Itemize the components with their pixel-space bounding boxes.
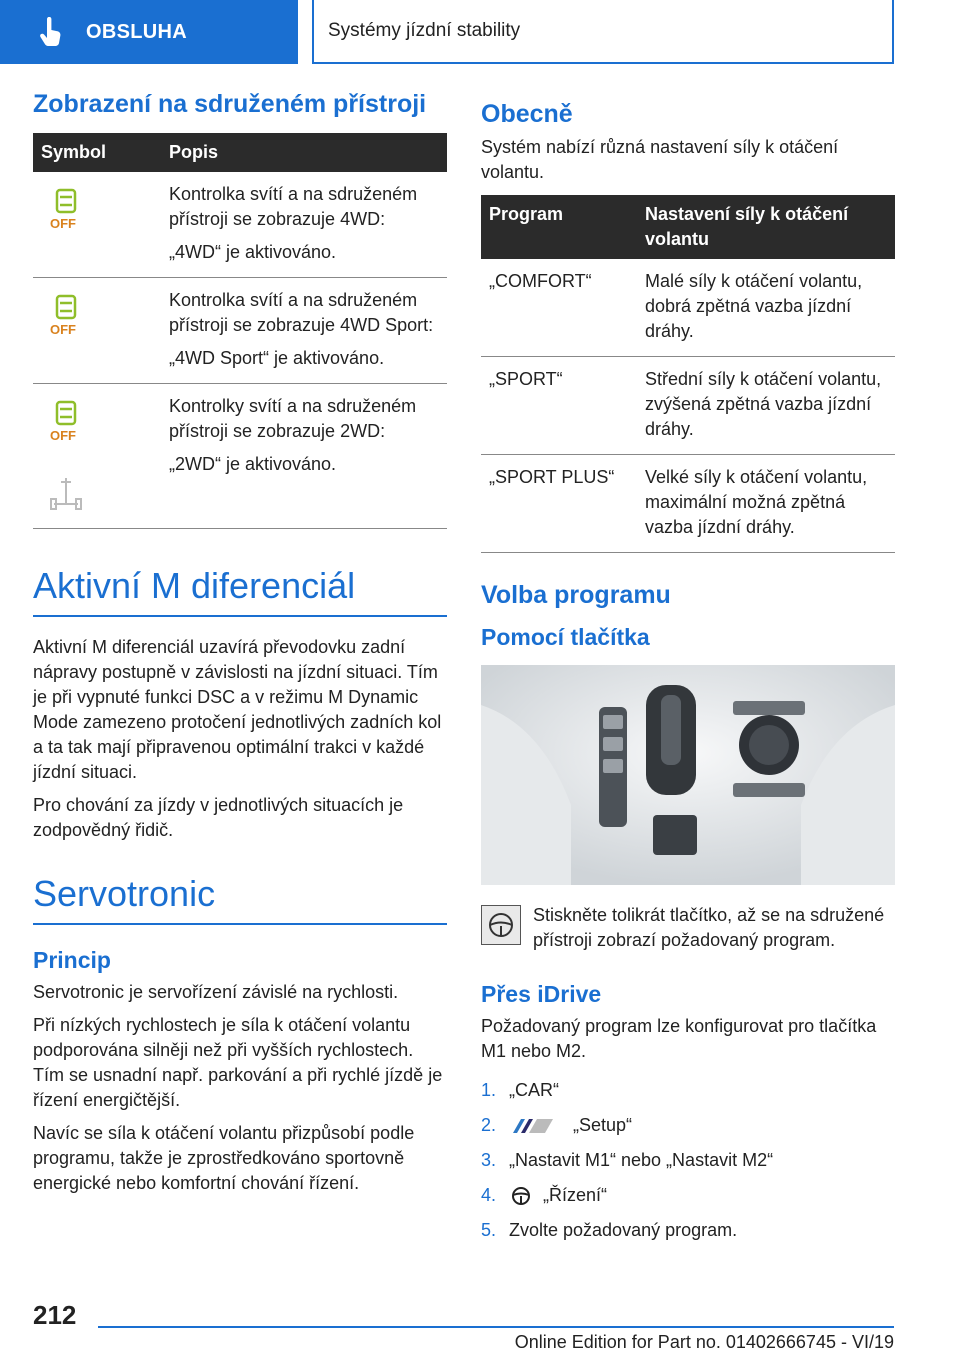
4wd-off-icon — [49, 188, 83, 230]
setting-cell: Střední síly k otáčení volantu, zvýšená zpětná vazba jízdní dráhy. — [637, 357, 895, 455]
princip-paragraph-3: Navíc se síla k otáčení volantu přizpůsobí podle programu, takže je zprostředkováno sportovně energické nebo komfortní chování řízení. — [33, 1123, 415, 1193]
table-row — [33, 384, 447, 529]
diff-title: Aktivní M diferenciál — [33, 565, 447, 617]
symbol-header: Symbol — [33, 133, 161, 172]
section-tab[interactable] — [0, 0, 298, 64]
note-text: Stiskněte tolikrát tlačítko, až se na sdružené přístroji zobrazí požadovaný program. — [533, 905, 885, 950]
status-text: „2WD“ je aktivováno. — [169, 454, 337, 474]
4wd-off-icon — [49, 294, 83, 336]
princip-paragraph-1: Servotronic je servořízení závislé na rychlosti. — [33, 982, 399, 1002]
program-header: Program — [481, 195, 637, 259]
program-table — [481, 195, 895, 553]
steering-mode-button-icon — [481, 905, 521, 945]
edition-footer — [98, 1326, 894, 1353]
program-cell: „SPORT PLUS“ — [481, 455, 637, 553]
chapter-title-text: Systémy jízdní stability — [328, 20, 521, 41]
center-console-photo — [481, 665, 895, 885]
left-column — [33, 90, 447, 1204]
description-cell — [161, 172, 447, 278]
setting-cell: Malé síly k otáčení volantu, dobrá zpětná vazba jízdní dráhy. — [637, 259, 895, 357]
setting-header: Nastavení síly k otáčení volantu — [637, 195, 895, 259]
symbol-cell — [33, 278, 161, 384]
2wd-drivetrain-icon — [49, 472, 83, 512]
step-number: 3. — [481, 1150, 497, 1170]
diff-paragraph-1: Aktivní M diferenciál uzavírá převodovku zadní nápravy postupně v závislosti na jízdní situaci. Tím je při vypnuté funkci DSC a v režimu M Dynamic Mode zamezeno protočení jednotlivých zadních kol a ta tak mají připravenou optimální trakci v každé jízdní situaci. — [33, 637, 442, 782]
list-item — [481, 1113, 895, 1138]
table-row — [33, 278, 447, 384]
chapter-title — [312, 0, 894, 64]
svg-text:OFF: OFF — [50, 322, 76, 336]
description-text: Kontrolka svítí a na sdruženém přístroji se zobrazuje 4WD: — [169, 184, 418, 229]
step-number: 4. — [481, 1185, 497, 1205]
description-cell — [161, 384, 447, 529]
status-text: „4WD Sport“ je aktivováno. — [169, 348, 385, 368]
list-item — [481, 1078, 895, 1103]
symbol-cell — [33, 172, 161, 278]
princip-paragraph-2: Při nízkých rychlostech je síla k otáčení volantu podporována silněji než při vyšších rychlostech. Tím se usnadní např. parkování a při rychlé jízdě je řízení energičtější. — [33, 1015, 443, 1110]
hand-pointer-icon — [38, 17, 64, 47]
idrive-paragraph: Požadovaný program lze konfigurovat pro tlačítka M1 nebo M2. — [481, 1016, 877, 1061]
diff-paragraph-2: Pro chování za jízdy v jednotlivých situacích je zodpovědný řidič. — [33, 795, 404, 840]
description-header: Popis — [161, 133, 447, 172]
list-item — [481, 1218, 895, 1243]
symbol-cell — [33, 384, 161, 529]
step-number: 5. — [481, 1220, 497, 1240]
idrive-title: Přes iDrive — [481, 981, 602, 1007]
table-row — [481, 357, 895, 455]
status-text: „4WD“ je aktivováno. — [169, 242, 337, 262]
m-setup-icon — [509, 1117, 557, 1135]
obecne-title: Obecně — [481, 100, 573, 128]
table-row — [481, 259, 895, 357]
list-item — [481, 1148, 895, 1173]
step-text: „CAR“ — [509, 1080, 559, 1100]
steering-wheel-icon — [511, 1186, 531, 1206]
right-column — [481, 100, 895, 1253]
setting-cell: Velké síly k otáčení volantu, maximální možná zpětná vazba jízdní dráhy. — [637, 455, 895, 553]
section-title-display: Zobrazení na sdruženém přístroji — [33, 90, 427, 118]
step-number: 1. — [481, 1080, 497, 1100]
program-cell: „SPORT“ — [481, 357, 637, 455]
page-number: 212 — [33, 1300, 77, 1330]
svg-text:OFF: OFF — [50, 216, 76, 230]
servotronic-title: Servotronic — [33, 873, 447, 925]
volba-title: Volba programu — [481, 581, 671, 609]
step-text: Zvolte požadovaný program. — [509, 1220, 738, 1240]
edition-text: Online Edition for Part no. 01402666745 - VI/19 — [514, 1332, 894, 1352]
section-tab-label: OBSLUHA — [86, 20, 187, 43]
description-cell — [161, 278, 447, 384]
table-row — [33, 172, 447, 278]
step-text: „Řízení“ — [543, 1185, 608, 1205]
step-number: 2. — [481, 1115, 497, 1135]
button-note — [481, 903, 895, 953]
symbol-table — [33, 133, 447, 529]
obecne-paragraph: Systém nabízí různá nastavení síly k otáčení volantu. — [481, 137, 839, 182]
steps-list — [481, 1078, 895, 1243]
step-text: „Setup“ — [573, 1115, 633, 1135]
description-text: Kontrolka svítí a na sdruženém přístroji se zobrazuje 4WD Sport: — [169, 290, 434, 335]
list-item — [481, 1183, 895, 1208]
pomoci-title: Pomocí tlačítka — [481, 624, 650, 650]
princip-title: Princip — [33, 947, 111, 973]
4wd-off-icon — [49, 400, 83, 442]
step-text: „Nastavit M1“ nebo „Nastavit M2“ — [509, 1150, 774, 1170]
table-row — [481, 455, 895, 553]
svg-text:OFF: OFF — [50, 428, 76, 442]
description-text: Kontrolky svítí a na sdruženém přístroji se zobrazuje 2WD: — [169, 396, 417, 441]
program-cell: „COMFORT“ — [481, 259, 637, 357]
